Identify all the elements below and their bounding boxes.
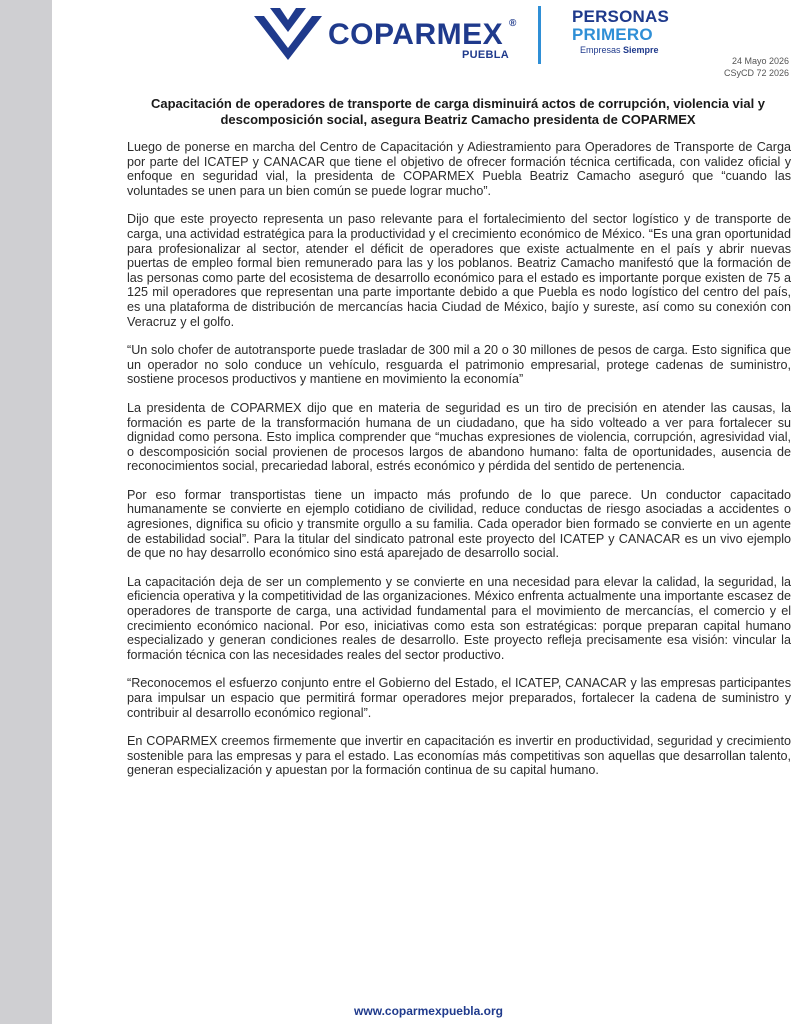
press-body [127, 140, 791, 792]
paragraph: Dijo que este proyecto representa un paso relevante para el fortalecimiento del sector logístico y de transporte de carga, una actividad estratégica para la productividad y el crecimiento económico de México. “Es una gran oportunidad para profesionalizar al sector, atender el déficit de operadores que existe actualmente en el país y abrir nuevas puertas de empleo formal bien remunerado para las y los poblanos. Beatriz Camacho manifestó que la formación de las personas como parte del ecosistema de desarrollo económico para el estado es importante porque existen de 75 a 125 mil operadores que representan una parte importante debido a que Puebla es nodo logístico del centro del país, es una plataforma de distribución de mercancías hacia Ciudad de México, bajío y sureste, así como su conexión con Veracruz y el golfo. [127, 212, 791, 329]
header-divider [538, 6, 541, 64]
paragraph: En COPARMEX creemos firmemente que invertir en capacitación es invertir en productividad, seguridad y crecimiento sostenible para las empresas y para el estado. Las economías más competitivas son aquellas que desarrollan talento, generan especialización y apuestan por la formación continua de su capital humano. [127, 734, 791, 778]
document-code: CSyCD 72 2026 [723, 68, 789, 78]
coparmex-logo-icon [250, 6, 326, 62]
brand-subtitle: PUEBLA [462, 49, 510, 61]
paragraph: La presidenta de COPARMEX dijo que en materia de seguridad es un tiro de precisión en atender las causas, la formación es parte de la transformación humana de un ciudadano, que ha sido volteado a ver para fortalecer su dignidad como persona. Esto implica comprender que “muchas expresiones de violencia, corrupción, agresividad vial, o descomposición social provienen de procesos largos de abandono humano: falta de oportunidades, ausencia de reconocimientos social, precariedad laboral, estrés económico y pérdida del sentido de pertenencia. [127, 400, 791, 474]
document-date: 24 Mayo 2026 [731, 56, 789, 66]
footer-website-link[interactable]: www.coparmexpuebla.org [354, 1004, 503, 1018]
paragraph: “Reconocemos el esfuerzo conjunto entre el Gobierno del Estado, el ICATEP, CANACAR y las empresas participantes para impulsar un espacio que permitirá formar operadores mejor preparados, fortalecer la cadena de suministro y contribuir al desarrollo económico regional”. [127, 676, 791, 720]
letterhead [250, 6, 680, 64]
campaign-logo [572, 8, 682, 56]
paragraph: Por eso formar transportistas tiene un impacto más profundo de lo que parece. Un conductor capacitado humanamente se convierte en ejemplo cotidiano de civilidad, reduce conductas de riesgo asociadas a accidentes o agresiones, dignifica su oficio y transmite orgullo a su familia. Cada operador bien formado se convierte en un agente de estabilidad social”. Para la titular del sindicato patronal este proyecto del ICATEP y CANACAR es un vivo ejemplo de que no hay desarrollo económico sino está aparejado de desarrollo social. [127, 487, 791, 561]
press-headline: Capacitación de operadores de transporte de carga disminuirá actos de corrupción, violencia vial y descomposición social, asegura Beatriz Camacho presidenta de COPARMEX [150, 96, 766, 127]
campaign-line-2: PRIMERO [572, 25, 653, 44]
campaign-line-1: PERSONAS [572, 7, 670, 26]
paragraph: Luego de ponerse en marcha del Centro de Capacitación y Adiestramiento para Operadores de Transporte de Carga por parte del ICATEP y CANACAR que tiene el objetivo de ofrecer formación técnica certificada, con validez oficial y enfoque en seguridad vial, la presidenta de COPARMEX Puebla Beatriz Camacho aseguró que “cuando las voluntades se unen para un bien común se puede lograr mucho”. [127, 140, 791, 198]
registered-mark: ® [509, 18, 517, 29]
document-meta [724, 55, 789, 79]
brand-name: COPARMEX [328, 18, 504, 51]
side-gray-band [0, 0, 52, 1024]
paragraph: “Un solo chofer de autotransporte puede trasladar de 300 mil a 20 o 30 millones de pesos de carga. Esto significa que un operador no solo conduce un vehículo, resguarda el patrimonio empresarial, protege cadenas de suministro, sostiene procesos productivos y mantiene en movimiento la economía” [127, 343, 791, 387]
campaign-tagline [572, 44, 682, 56]
campaign-tagline-b: Siempre [623, 45, 659, 55]
campaign-tagline-a: Empresas [580, 45, 624, 55]
paragraph: La capacitación deja de ser un complemento y se convierte en una necesidad para elevar la calidad, la seguridad, la eficiencia operativa y la competitividad de las organizaciones. México enfrenta actualmente una importante escasez de operadores de transporte de carga, una actividad fundamental para el movimiento de mercancías, el comercio y el crecimiento económico nacional. Por eso, iniciativas como esta son estratégicas: porque preparan capital humano especializado y generan condiciones reales de desarrollo. Este proyecto refleja precisamente esa visión: vincular la formación técnica con las necesidades reales del sector productivo. [127, 574, 791, 662]
